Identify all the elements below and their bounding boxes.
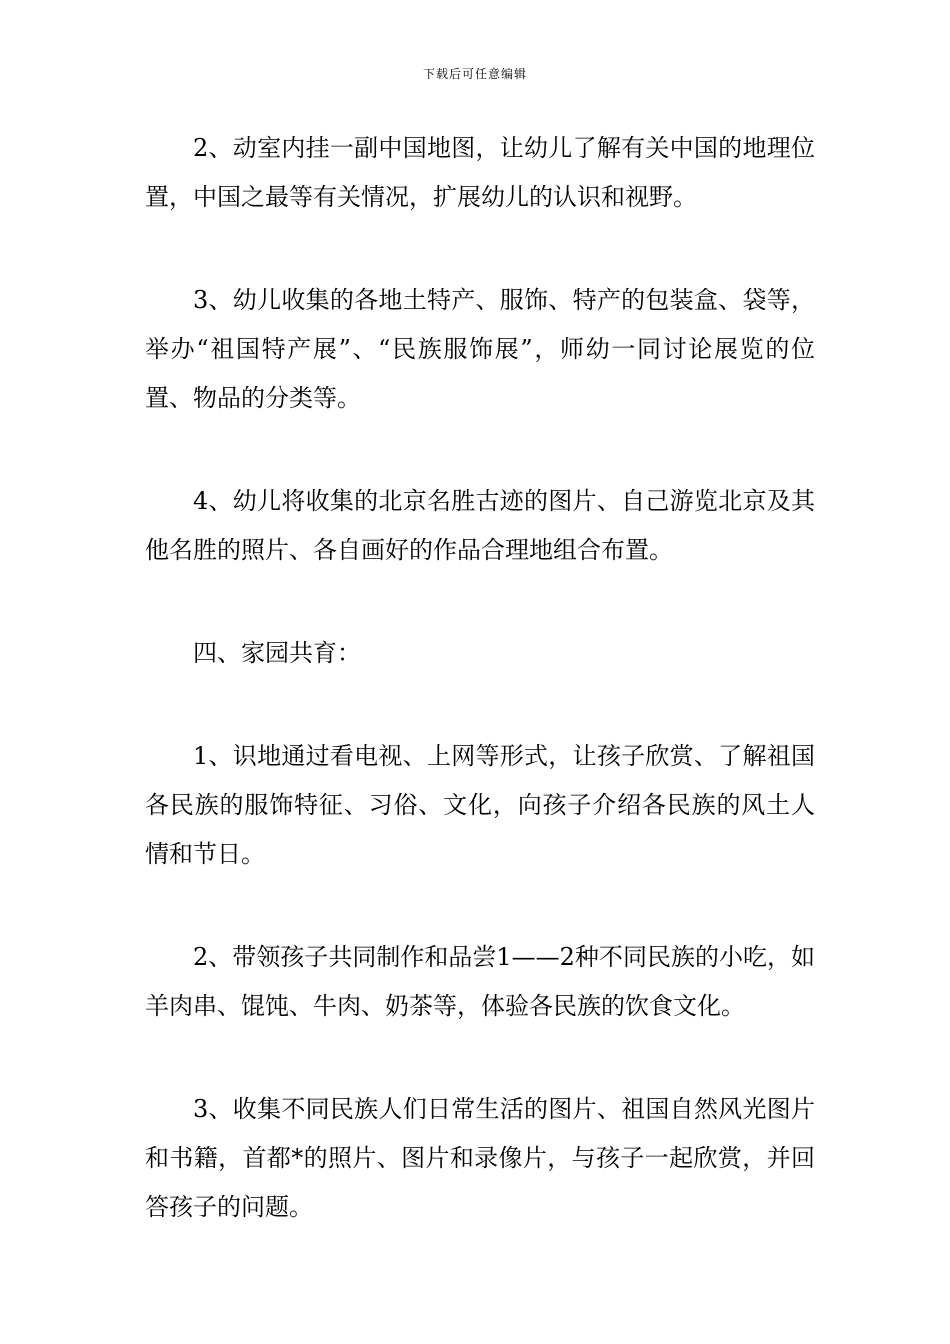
paragraph-specialty-exhibition: 3、幼儿收集的各地土特产、服饰、特产的包装盒、袋等，举办“祖国特产展”、“民族服饰展”，师幼一同讨论展览的位置、物品的分类等。 <box>145 286 815 412</box>
paragraph-beijing-pictures: 4、幼儿将收集的北京名胜古迹的图片、自己游览北京及其他名胜的照片、各自画好的作品合理地组合布置。 <box>145 487 815 564</box>
paragraph-tv-internet: 1、识地通过看电视、上网等形式，让孩子欣赏、了解祖国各民族的服饰特征、习俗、文化，向孩子介绍各民族的风土人情和节日。 <box>145 742 815 868</box>
paragraph-ethnic-snacks: 2、带领孩子共同制作和品尝1——2种不同民族的小吃，如羊肉串、馄饨、牛肉、奶茶等，体验各民族的饮食文化。 <box>145 943 815 1020</box>
paragraph-map-display: 2、动室内挂一副中国地图，让幼儿了解有关中国的地理位置，中国之最等有关情况，扩展幼儿的认识和视野。 <box>145 134 815 211</box>
section-heading-home-school: 四、家园共育： <box>193 639 361 667</box>
paragraph-collect-pictures: 3、收集不同民族人们日常生活的图片、祖国自然风光图片和书籍，首都*的照片、图片和录像片，与孩子一起欣赏，并回答孩子的问题。 <box>145 1095 815 1221</box>
page-header: 下载后可任意编辑 <box>422 67 527 81</box>
document-body <box>145 124 815 1286</box>
